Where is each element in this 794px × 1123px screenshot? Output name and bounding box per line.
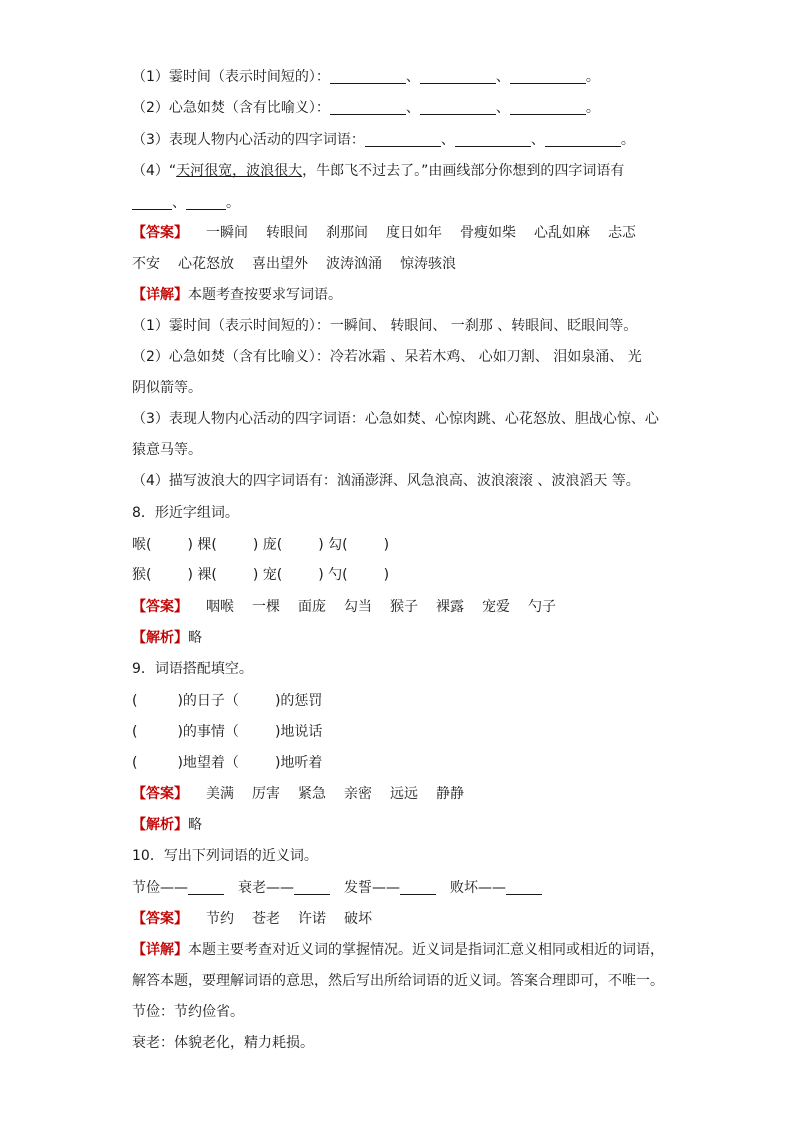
answer-blank[interactable]	[330, 68, 406, 84]
q10-title: 10．写出下列词语的近义词。	[132, 848, 318, 864]
q10-explain-2: 衰老：体貌老化，精力耗损。	[132, 1035, 314, 1051]
answer-word: 转眼间	[266, 225, 308, 241]
q9-row-2: ( )的事情（ )地说话	[132, 724, 323, 740]
q9-answer	[132, 784, 672, 804]
answer-blank[interactable]	[545, 131, 621, 147]
q7-detail-1: （1）霎时间（表示时间短的）：一瞬间、 转眼间、 一刹那 、转眼间、眨眼间等。	[132, 318, 638, 334]
answer-word: 刹那间	[326, 225, 368, 241]
answer-word: 惊涛骇浪	[400, 256, 456, 272]
q7-item-1: （1）霎时间（表示时间短的）： 、 、 。	[132, 69, 600, 85]
q7-item-3: （3）表现人物内心活动的四字词语： 、 、 。	[132, 132, 635, 148]
q7-detail-2b: 阴似箭等。	[132, 380, 202, 396]
answer-word: 波涛汹涌	[326, 256, 382, 272]
answer-word: 静静	[436, 786, 464, 802]
answer-word: 破坏	[344, 911, 372, 927]
answer-word: 面庞	[298, 599, 326, 615]
q8-answer	[132, 597, 672, 617]
answer-word: 猴子	[390, 599, 418, 615]
answer-word: 节约	[206, 911, 234, 927]
q10-answer	[132, 909, 672, 929]
answer-blank[interactable]	[188, 879, 224, 895]
detail-label: 【详解】	[132, 942, 188, 958]
q10-detail-b: 解答本题，要理解词语的意思，然后写出所给词语的近义词。答案合理即可，不唯一。	[132, 973, 664, 989]
q7-answer-line-1	[132, 223, 672, 243]
answer-word: 咽喉	[206, 599, 234, 615]
answer-label: 【答案】	[132, 225, 188, 241]
answer-blank[interactable]	[510, 68, 586, 84]
answer-blank[interactable]	[400, 879, 436, 895]
answer-blank[interactable]	[420, 99, 496, 115]
q7-item-4-blanks: 、 。	[132, 193, 672, 213]
underlined-phrase: 天河很宽，波浪很大	[176, 163, 303, 179]
q7-answer-line-2	[132, 254, 672, 274]
answer-word: 紧急	[298, 786, 326, 802]
answer-word: 度日如年	[386, 225, 442, 241]
answer-word: 不安	[132, 256, 160, 272]
answer-word: 忐忑	[608, 225, 636, 241]
answer-blank[interactable]	[132, 194, 172, 210]
q10-explain-1: 节俭：节约俭省。	[132, 1004, 244, 1020]
q8-title: 8．形近字组词。	[132, 505, 239, 521]
answer-blank[interactable]	[365, 131, 441, 147]
answer-label: 【答案】	[132, 786, 188, 802]
answer-word: 勺子	[528, 599, 556, 615]
answer-blank[interactable]	[420, 68, 496, 84]
answer-word: 亲密	[344, 786, 372, 802]
answer-blank[interactable]	[330, 99, 406, 115]
answer-word: 厉害	[252, 786, 280, 802]
q7-detail-intro: 【详解】本题考查按要求写词语。	[132, 287, 342, 303]
answer-word: 一瞬间	[206, 225, 248, 241]
detail-label: 【详解】	[132, 287, 188, 303]
analysis-label: 【解析】	[132, 630, 188, 646]
answer-word: 骨瘦如柴	[460, 225, 516, 241]
answer-word: 喜出望外	[252, 256, 308, 272]
answer-word: 远远	[390, 786, 418, 802]
answer-word: 一棵	[252, 599, 280, 615]
answer-label: 【答案】	[132, 911, 188, 927]
q8-analysis: 【解析】略	[132, 630, 202, 646]
answer-blank[interactable]	[186, 194, 226, 210]
answer-word: 宠爱	[482, 599, 510, 615]
q7-item-2: （2）心急如焚（含有比喻义）： 、 、 。	[132, 100, 600, 116]
answer-word: 苍老	[252, 911, 280, 927]
q9-title: 9．词语搭配填空。	[132, 661, 253, 677]
q9-row-1: ( )的日子（ )的惩罚	[132, 693, 323, 709]
analysis-label: 【解析】	[132, 817, 188, 833]
q8-row-2: 猴( ) 裸( ) 宠( ) 勺( )	[132, 567, 390, 583]
answer-word: 勾当	[344, 599, 372, 615]
answer-blank[interactable]	[506, 879, 542, 895]
q9-analysis: 【解析】略	[132, 817, 202, 833]
q10-detail-a: 【详解】本题主要考查对近义词的掌握情况。近义词是指词汇意义相同或相近的词语，	[132, 942, 664, 958]
q7-detail-3b: 猿意马等。	[132, 442, 202, 458]
q7-item-4: （4）“天河很宽，波浪很大，牛郎飞不过去了。”由画线部分你想到的四字词语有	[132, 163, 625, 179]
q7-detail-2a: （2）心急如焚（含有比喻义）：冷若冰霜 、呆若木鸡、 心如刀割、 泪如泉涌、 光	[132, 349, 642, 365]
q9-row-3: ( )地望着（ )地听着	[132, 755, 323, 771]
answer-word: 许诺	[298, 911, 326, 927]
answer-label: 【答案】	[132, 599, 188, 615]
q10-items: 节俭—— 衰老—— 发誓—— 败坏——	[132, 878, 672, 898]
answer-word: 美满	[206, 786, 234, 802]
answer-blank[interactable]	[294, 879, 330, 895]
answer-word: 裸露	[436, 599, 464, 615]
answer-word: 心乱如麻	[534, 225, 590, 241]
answer-word: 心花怒放	[178, 256, 234, 272]
answer-blank[interactable]	[510, 99, 586, 115]
q7-detail-4: （4）描写波浪大的四字词语有：汹涌澎湃、风急浪高、波浪滚滚 、波浪滔天 等。	[132, 473, 640, 489]
answer-blank[interactable]	[455, 131, 531, 147]
q8-row-1: 喉( ) 棵( ) 庞( ) 勾( )	[132, 537, 390, 553]
q7-detail-3a: （3）表现人物内心活动的四字词语：心急如焚、心惊肉跳、心花怒放、胆战心惊、心	[132, 411, 659, 427]
